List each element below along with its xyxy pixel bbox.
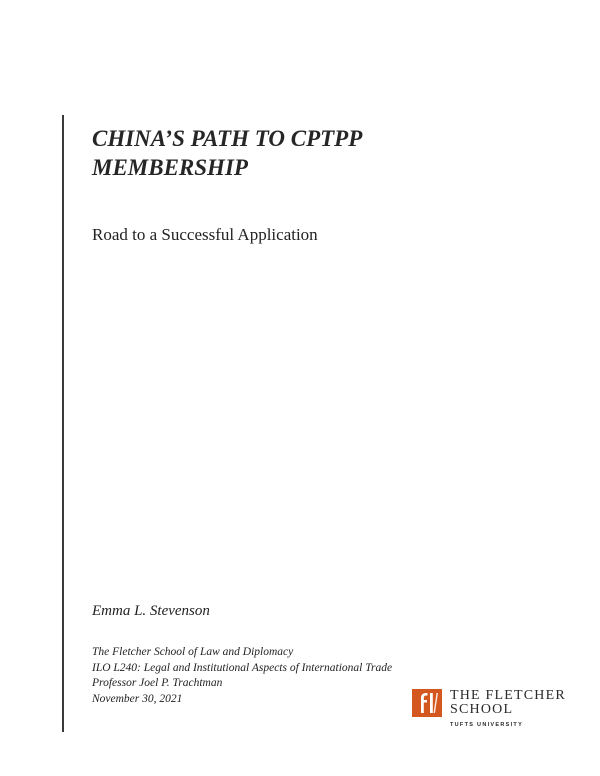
- meta-school: The Fletcher School of Law and Diplomacy: [92, 646, 294, 658]
- logo-text-school: SCHOOL: [450, 702, 514, 717]
- title-line-1: CHINA’S PATH TO CPTPP: [92, 126, 363, 151]
- author-name: Emma L. Stevenson: [92, 603, 210, 619]
- meta-course: ILO L240: Legal and Institutional Aspects of International Trade: [92, 661, 393, 674]
- fletcher-school-logo: [412, 688, 566, 734]
- logo-text-the-fletcher: THE FLETCHER: [450, 688, 566, 703]
- vertical-rule: [62, 115, 64, 732]
- fletcher-fl-monogram-icon: [412, 689, 442, 717]
- meta-date: November 30, 2021: [92, 692, 183, 705]
- document-title: [92, 124, 512, 182]
- logo-text-tufts-university: TUFTS UNIVERSITY: [450, 722, 524, 728]
- document-meta: [92, 645, 392, 707]
- document-subtitle: Road to a Successful Application: [92, 225, 318, 244]
- title-line-2: MEMBERSHIP: [92, 155, 248, 180]
- meta-professor: Professor Joel P. Trachtman: [92, 677, 223, 689]
